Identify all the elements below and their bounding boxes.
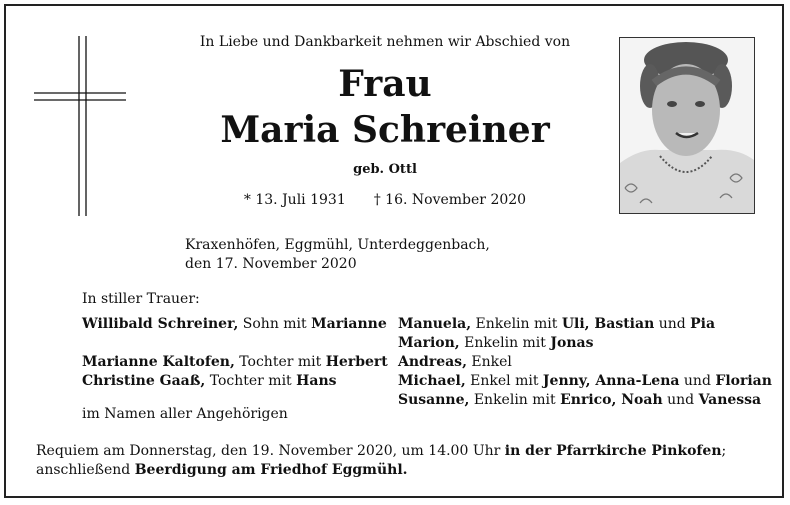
mourner-entry xyxy=(82,315,387,334)
mourner-partner: Marianne xyxy=(311,316,387,332)
mourner-relation: Enkel mit xyxy=(465,373,543,389)
on-behalf-line: im Namen aller Angehörigen xyxy=(82,406,288,422)
mourner-entry xyxy=(398,334,768,353)
mourners-right-column xyxy=(398,315,772,410)
mourner-name: Christine Gaaß, xyxy=(82,373,206,389)
spacer xyxy=(82,334,382,353)
mourner-entry xyxy=(398,353,768,372)
place-line: Kraxenhöfen, Eggmühl, Unterdeggenbach, xyxy=(185,237,490,253)
death-date: † 16. November 2020 xyxy=(373,192,527,208)
mourner-children: Jonas xyxy=(550,335,594,351)
burial-prefix: anschließend xyxy=(36,462,135,478)
mourner-children: Enrico, Noah xyxy=(560,392,663,408)
mourner-entry xyxy=(398,315,768,334)
mourner-children: Uli, Bastian xyxy=(561,316,655,332)
mourner-relation: Enkel xyxy=(466,354,512,370)
mourning-label: In stiller Trauer: xyxy=(82,291,200,307)
honorific: Frau xyxy=(338,63,432,105)
cross-icon xyxy=(34,36,126,216)
mourner-relation: Enkelin mit xyxy=(469,392,561,408)
mourner-children: Florian xyxy=(715,373,772,389)
mourner-relation: Enkelin mit xyxy=(459,335,551,351)
mourner-entry xyxy=(398,372,772,391)
mourner-name: Marion, xyxy=(398,335,460,351)
church-location: in der Pfarrkirche Pinkofen xyxy=(504,443,722,459)
conjunction: und xyxy=(662,392,699,408)
mourner-entry xyxy=(398,391,768,410)
mourner-name: Manuela, xyxy=(398,316,472,332)
mourner-partner: Hans xyxy=(296,373,337,389)
portrait-image xyxy=(620,38,754,213)
requiem-info xyxy=(36,442,756,480)
date-line: den 17. November 2020 xyxy=(185,256,357,272)
mourner-entry xyxy=(82,353,388,372)
portrait-photo xyxy=(619,37,755,214)
place-and-date xyxy=(185,236,490,274)
mourner-relation: Tochter mit xyxy=(234,354,326,370)
mourner-name: Susanne, xyxy=(398,392,470,408)
life-dates xyxy=(150,192,620,208)
requiem-punctuation: ; xyxy=(721,443,727,459)
intro-text: In Liebe und Dankbarkeit nehmen wir Abschied von xyxy=(199,34,571,50)
conjunction: und xyxy=(654,316,691,332)
mourner-children: Pia xyxy=(690,316,716,332)
mourner-children: Vanessa xyxy=(698,392,762,408)
mourner-children: Jenny, Anna-Lena xyxy=(542,373,680,389)
mourner-name: Marianne Kaltofen, xyxy=(82,354,235,370)
birth-date: * 13. Juli 1931 xyxy=(243,192,346,208)
requiem-text: Requiem am Donnerstag, den 19. November 2020, um 14.00 Uhr xyxy=(36,443,505,459)
mourner-partner: Herbert xyxy=(325,354,388,370)
deceased-name: Maria Schreiner xyxy=(220,109,550,151)
burial-location: Beerdigung am Friedhof Eggmühl. xyxy=(134,462,408,478)
mourner-entry xyxy=(82,372,382,391)
conjunction: und xyxy=(679,373,716,389)
mourner-relation: Enkelin mit xyxy=(471,316,562,332)
mourner-name: Michael, xyxy=(398,373,466,389)
mourner-relation: Tochter mit xyxy=(205,373,297,389)
mourners-left-column xyxy=(82,315,388,391)
mourner-name: Willibald Schreiner, xyxy=(82,316,239,332)
maiden-name: geb. Ottl xyxy=(353,162,417,177)
mourner-relation: Sohn mit xyxy=(238,316,312,332)
mourner-name: Andreas, xyxy=(398,354,467,370)
